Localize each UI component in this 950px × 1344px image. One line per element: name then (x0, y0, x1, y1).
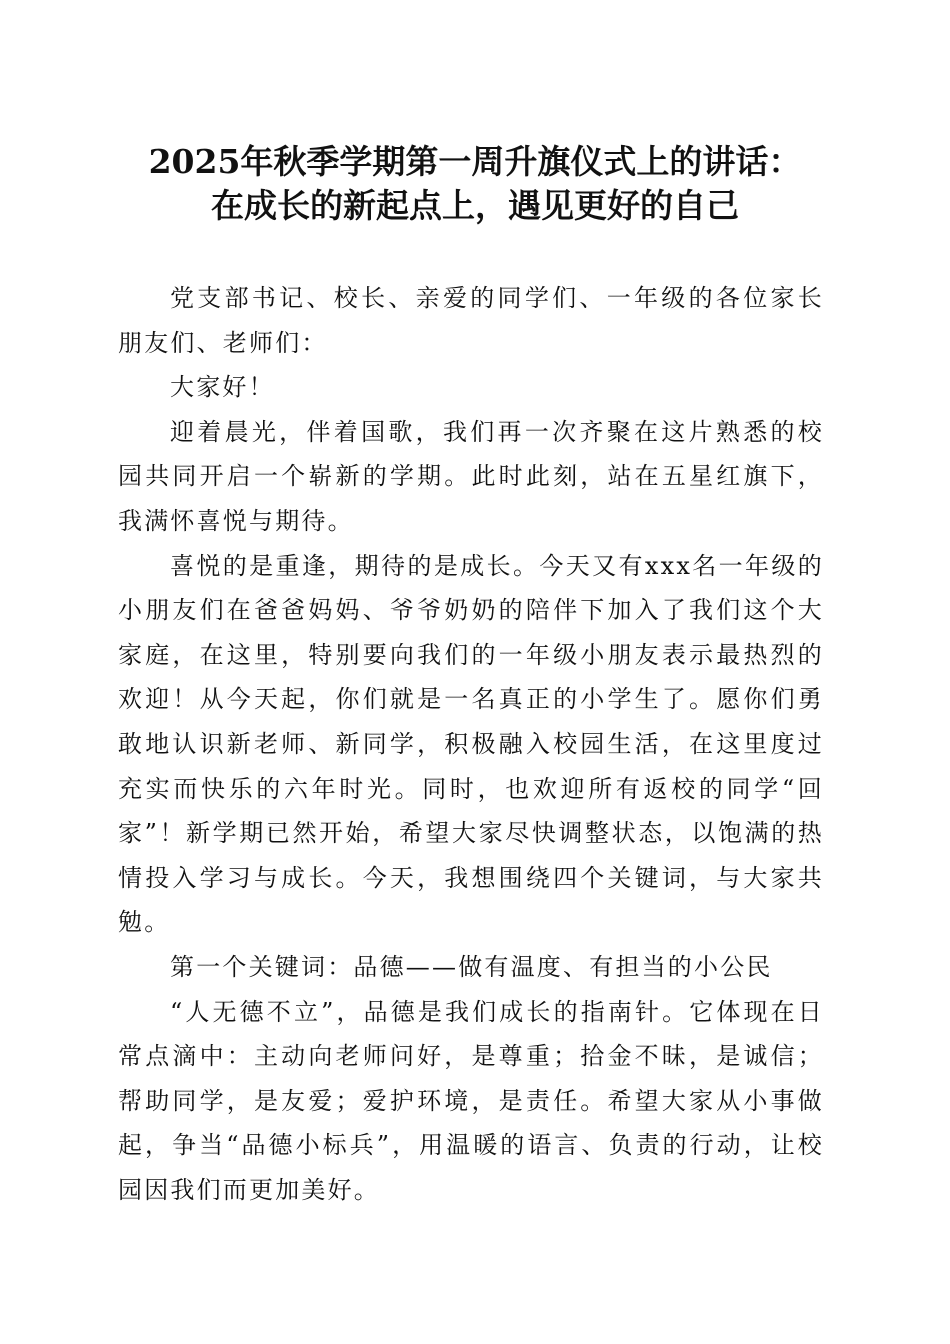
keyword-1-paragraph: “人无德不立”，品德是我们成长的指南针。它体现在日常点滴中：主动向老师问好，是尊重；拾金不昧，是诚信；帮助同学，是友爱；爱护环境，是责任。希望大家从小事做起，争当“品德小标兵”，用温暖的语言、负责的行动，让校园因我们而更加美好。 (118, 997, 824, 1204)
opening-paragraph: 迎着晨光，伴着国歌，我们再一次齐聚在这片熟悉的校园共同开启一个崭新的学期。此时此刻，站在五星红旗下，我满怀喜悦与期待。 (118, 417, 824, 535)
section-heading-keyword-1: 第一个关键词：品德——做有温度、有担当的小公民 (170, 952, 773, 981)
document-body (118, 276, 824, 1212)
document-title-line-1: 2025年秋季学期第一周升旗仪式上的讲话： (148, 142, 802, 181)
welcome-paragraph: 喜悦的是重逢，期待的是成长。今天又有xxx名一年级的小朋友们在爸爸妈妈、爷爷奶奶的陪伴下加入了我们这个大家庭，在这里，特别要向我们的一年级小朋友表示最热烈的欢迎！从今天起，你们就是一名真正的小学生了。愿你们勇敢地认识新老师、新同学，积极融入校园生活，在这里度过充实而快乐的六年时光。同时，也欢迎所有返校的同学“回家”！新学期已然开始，希望大家尽快调整状态，以饱满的热情投入学习与成长。今天，我想围绕四个关键词，与大家共勉。 (118, 551, 824, 937)
document-title-line-2: 在成长的新起点上，遇见更好的自己 (211, 186, 739, 225)
salutation-paragraph: 党支部书记、校长、亲爱的同学们、一年级的各位家长朋友们、老师们： (118, 284, 824, 357)
greeting-paragraph: 大家好！ (170, 373, 275, 402)
